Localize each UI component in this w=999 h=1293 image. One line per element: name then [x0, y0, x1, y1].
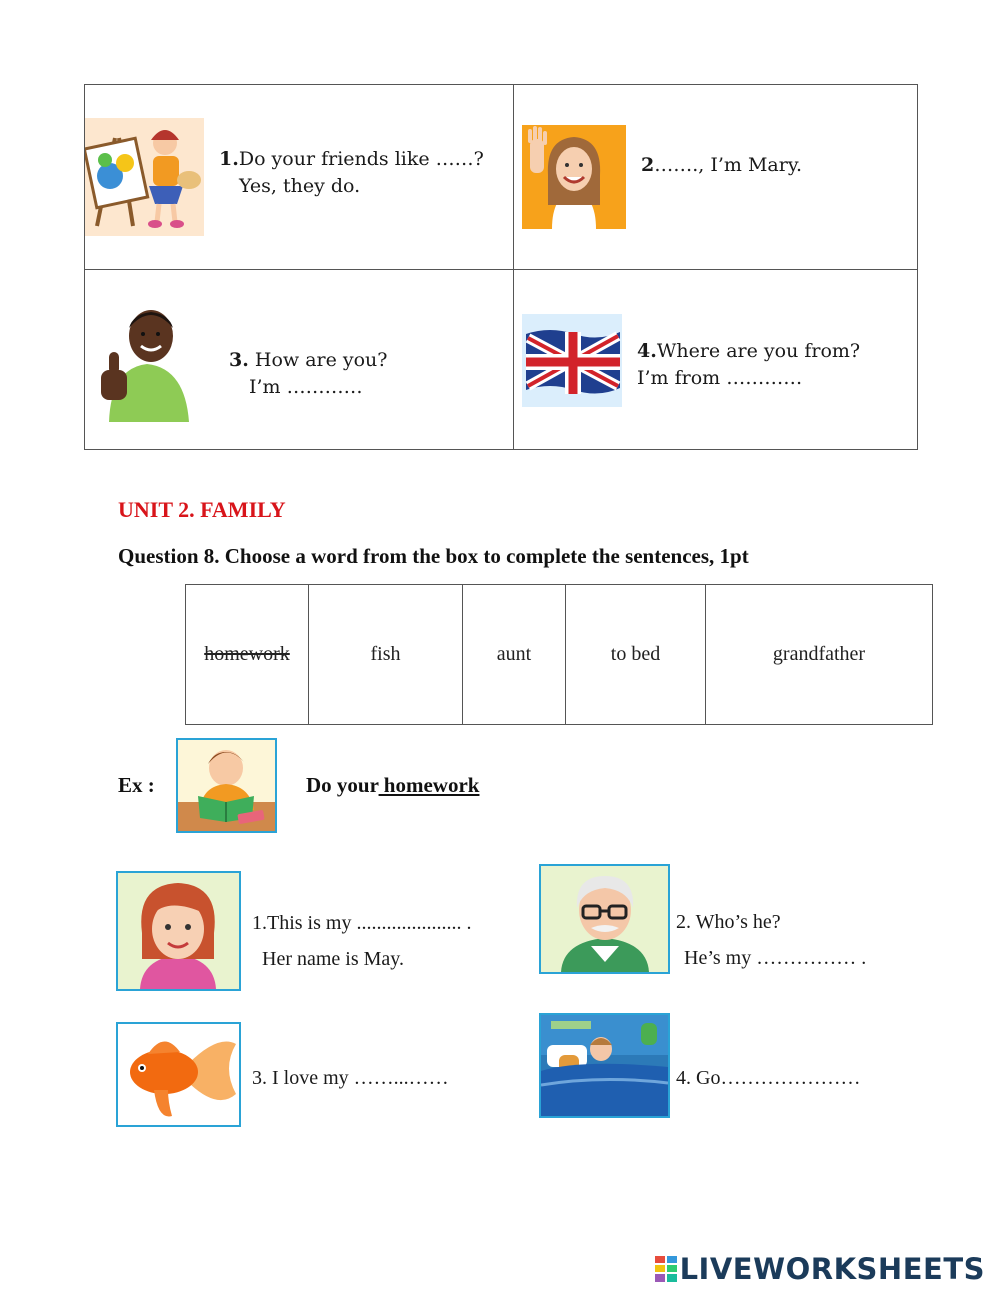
example-answer: homework — [378, 773, 480, 797]
item-1-text: 1.Do your friends like ……? Yes, they do. — [219, 148, 484, 197]
item-2-text: 2……., I’m Mary. — [641, 154, 803, 176]
boy-thumbs-up-image — [95, 298, 199, 422]
word-option: fish — [309, 585, 463, 724]
word-box — [185, 584, 933, 725]
item-3-text: 3. How are you? I’m ………… — [229, 349, 388, 398]
exercise-1-line-1: 1.This is my ..................... . — [252, 912, 472, 934]
item-4-text: 4.Where are you from? I’m from ………… — [637, 340, 861, 389]
uk-flag-image — [522, 314, 622, 407]
example-sentence: Do your homework — [306, 773, 480, 797]
exercise-3-line-1: 3. I love my ……...…… — [252, 1067, 449, 1089]
girl-painting-image — [85, 118, 204, 236]
exercise-2-line-1: 2. Who’s he? — [676, 911, 781, 933]
exercise-4-line-1: 4. Go………………… — [676, 1067, 861, 1089]
grandfather-image — [539, 864, 670, 974]
example-label: Ex : — [118, 773, 155, 797]
boy-in-bed-image — [539, 1013, 670, 1118]
top-review-table — [84, 84, 918, 450]
boy-reading-image — [176, 738, 277, 833]
woman-image — [116, 871, 241, 991]
liveworksheets-logo — [655, 1252, 985, 1286]
word-option: homework — [186, 585, 309, 724]
exercise-1-line-2: Her name is May. — [262, 948, 404, 970]
girl-waving-image — [522, 125, 626, 229]
question-heading: Question 8. Choose a word from the box to complete the sentences, 1pt — [118, 544, 749, 568]
word-option: grandfather — [772, 643, 866, 665]
logo-text: LIVEWORKSHEETS — [679, 1252, 985, 1286]
table-divider-vertical — [513, 85, 514, 449]
goldfish-image — [116, 1022, 241, 1127]
exercise-2-line-2: He’s my …………… . — [684, 947, 867, 969]
word-option: aunt — [463, 585, 566, 724]
unit-title: UNIT 2. FAMILY — [118, 497, 286, 522]
word-option: to bed — [566, 585, 706, 724]
liveworksheets-icon — [655, 1256, 677, 1282]
table-divider-horizontal — [85, 269, 917, 270]
